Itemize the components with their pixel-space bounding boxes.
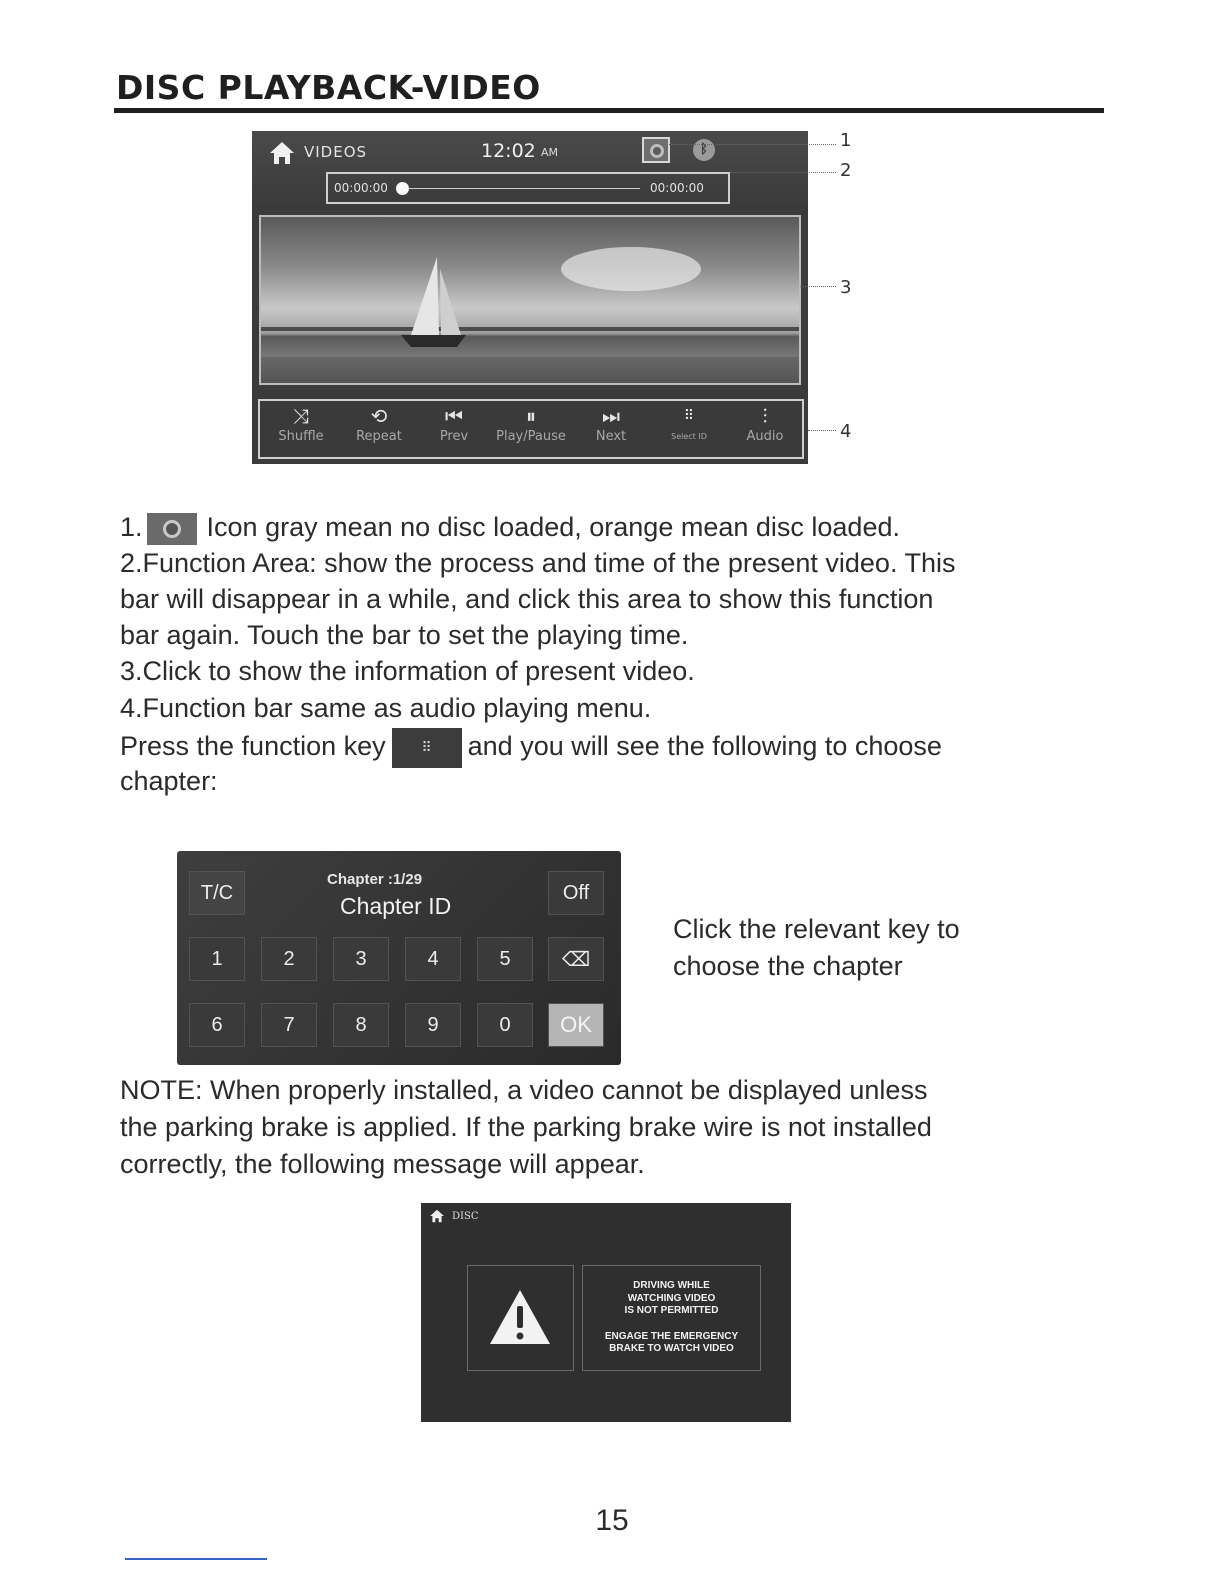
warning-icon	[468, 1266, 573, 1370]
play-pause-button[interactable]	[492, 401, 570, 457]
clock-ampm: AM	[541, 146, 559, 159]
callout-line-3	[800, 286, 836, 287]
warning-message-box	[582, 1265, 761, 1371]
press-text-b: and you will see the following to choose	[467, 731, 942, 762]
backspace-button[interactable]	[548, 937, 604, 981]
warning-line: IS NOT PERMITTED	[624, 1305, 719, 1316]
elapsed-time: 00:00:00	[334, 181, 388, 195]
select-id-button[interactable]	[650, 401, 728, 457]
press-instruction	[120, 728, 942, 768]
prev-button[interactable]	[415, 401, 493, 457]
chapter-counter: Chapter :1/29	[327, 871, 423, 888]
title-rule	[114, 108, 1104, 113]
warning-message-2	[583, 1331, 760, 1356]
page-title: DISC PLAYBACK-VIDEO	[116, 68, 541, 107]
seek-knob[interactable]	[396, 182, 409, 195]
equalizer-icon: ⫶	[762, 404, 768, 428]
video-playback-screenshot	[252, 131, 808, 464]
key-5[interactable]: 5	[477, 937, 533, 981]
repeat-icon: ⟲	[370, 404, 388, 428]
control-label: Select ID	[671, 432, 707, 441]
total-time: 00:00:00	[650, 181, 704, 195]
warning-line: WATCHING VIDEO	[627, 1292, 716, 1304]
item-3: 3.Click to show the information of present video.	[120, 656, 695, 686]
screen-title: VIDEOS	[304, 143, 368, 161]
press-instruction-end: chapter:	[120, 766, 218, 796]
key-3[interactable]: 3	[333, 937, 389, 981]
audio-button[interactable]	[726, 401, 804, 457]
clock: 12:02	[481, 140, 536, 162]
backspace-icon: ⌫	[561, 947, 591, 971]
pause-icon: ⏸	[526, 404, 536, 428]
item-1-number: 1.	[120, 512, 143, 542]
chapter-id-heading: Chapter ID	[340, 893, 452, 919]
note-line-2: the parking brake is applied. If the parking brake wire is not installed	[120, 1112, 932, 1142]
control-label: Shuffle	[278, 429, 324, 444]
off-button[interactable]: Off	[548, 871, 604, 915]
seek-track[interactable]	[402, 188, 640, 189]
side-note-line-2: choose the chapter	[673, 951, 903, 981]
warning-icon-box	[467, 1265, 574, 1371]
item-2-line-1: 2.Function Area: show the process and time of the present video. This	[120, 548, 956, 578]
callout-2: 2	[840, 160, 852, 181]
key-6[interactable]: 6	[189, 1003, 245, 1047]
next-button[interactable]	[572, 401, 650, 457]
parking-brake-warning-screenshot	[421, 1203, 791, 1422]
next-icon: ⏭	[602, 404, 620, 428]
control-label: Audio	[746, 429, 784, 444]
key-2[interactable]: 2	[261, 937, 317, 981]
callout-line-2	[730, 172, 836, 173]
callout-line-4	[808, 430, 836, 431]
disc-icon[interactable]	[642, 137, 670, 163]
warning-line: DRIVING WHILE	[633, 1280, 710, 1291]
item-1	[120, 512, 900, 545]
callout-line-1	[660, 144, 836, 145]
prev-icon: ⏮	[445, 404, 463, 428]
control-label: Repeat	[356, 429, 402, 444]
warning-message-1	[583, 1280, 760, 1318]
key-7[interactable]: 7	[261, 1003, 317, 1047]
item-4: 4.Function bar same as audio playing menu.	[120, 693, 652, 723]
key-0[interactable]: 0	[477, 1003, 533, 1047]
note-line-1: NOTE: When properly installed, a video cannot be displayed unless	[120, 1075, 928, 1105]
footer-rule	[125, 1558, 267, 1560]
key-8[interactable]: 8	[333, 1003, 389, 1047]
grid-icon: ⠿	[392, 728, 462, 768]
bluetooth-icon: ᛒ	[693, 139, 715, 161]
warning-line: BRAKE TO WATCH VIDEO	[609, 1343, 734, 1354]
ok-button[interactable]: OK	[548, 1003, 604, 1047]
disc-icon	[147, 513, 197, 545]
press-text-a: Press the function key	[120, 731, 386, 762]
item-1-text: Icon gray mean no disc loaded, orange mean disc loaded.	[206, 512, 900, 542]
callout-1: 1	[840, 130, 852, 151]
note-line-3: correctly, the following message will appear.	[120, 1149, 645, 1179]
keypad-side-note	[673, 911, 960, 985]
item-2-line-3: bar again. Touch the bar to set the playing time.	[120, 620, 689, 650]
key-1[interactable]: 1	[189, 937, 245, 981]
warning-line: ENGAGE THE EMERGENCY	[604, 1330, 739, 1342]
chapter-keypad-screenshot	[177, 851, 621, 1065]
shuffle-icon: ⤨	[293, 404, 309, 428]
callout-3: 3	[840, 277, 852, 298]
video-area[interactable]	[259, 215, 801, 385]
home-icon[interactable]	[268, 139, 296, 167]
key-4[interactable]: 4	[405, 937, 461, 981]
function-bar	[258, 399, 804, 459]
screen-title: DISC	[452, 1211, 479, 1222]
side-note-line-1: Click the relevant key to	[673, 914, 960, 944]
progress-function-area[interactable]	[326, 172, 730, 204]
sailboat-image	[261, 217, 801, 385]
grid-icon: ⠿	[683, 408, 695, 424]
home-icon[interactable]	[429, 1208, 445, 1224]
control-label: Next	[595, 429, 627, 444]
control-label: Prev	[439, 429, 469, 444]
control-label: Play/Pause	[496, 429, 566, 444]
page-number: 15	[595, 1504, 629, 1537]
callout-4: 4	[840, 421, 852, 442]
shuffle-button[interactable]	[262, 401, 340, 457]
item-2-line-2: bar will disappear in a while, and click this area to show this function	[120, 584, 934, 614]
repeat-button[interactable]	[340, 401, 418, 457]
key-9[interactable]: 9	[405, 1003, 461, 1047]
tc-button[interactable]: T/C	[189, 871, 245, 915]
